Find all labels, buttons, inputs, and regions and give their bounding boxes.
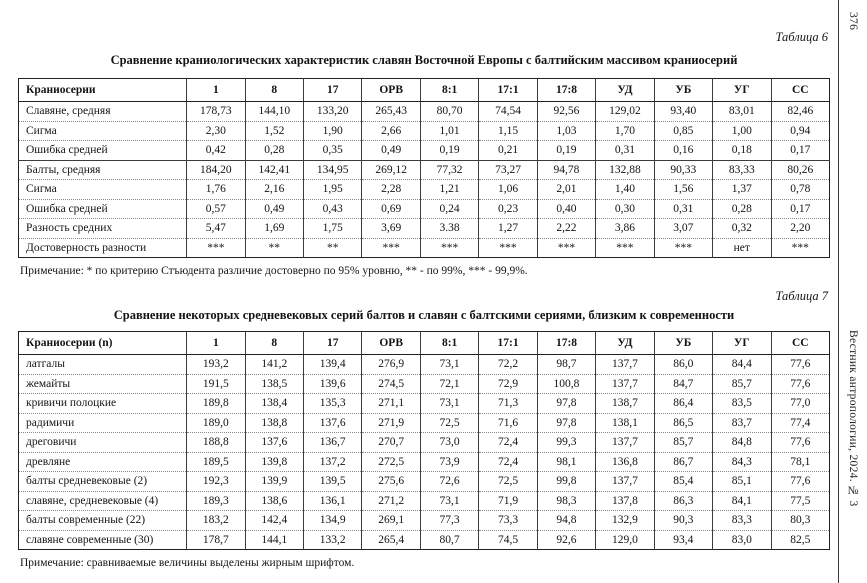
cell: 0,30 (596, 199, 654, 219)
comparison-table-7 (18, 331, 830, 550)
cell: 271,9 (362, 413, 420, 433)
table-row (19, 452, 830, 472)
cell: 80,26 (771, 160, 829, 180)
cell: 191,5 (187, 374, 245, 394)
cell: 85,7 (654, 433, 712, 453)
column-header: 1 (187, 79, 245, 102)
cell: 77,6 (771, 472, 829, 492)
cell: 0,24 (420, 199, 478, 219)
cell: 269,12 (362, 160, 420, 180)
cell: 90,3 (654, 511, 712, 531)
cell: 0,31 (596, 141, 654, 161)
cell: 85,7 (713, 374, 771, 394)
cell: 82,46 (771, 102, 829, 122)
row-label: Ошибка средней (19, 141, 187, 161)
cell: 142,41 (245, 160, 303, 180)
cell: 73,1 (420, 491, 478, 511)
row-label: Разность средних (19, 219, 187, 239)
journal-sidebar-text: Вестник антропологии, 2024. № 3 (847, 330, 859, 507)
cell: 0,49 (362, 141, 420, 161)
cell: 272,5 (362, 452, 420, 472)
cell: 2,66 (362, 121, 420, 141)
cell: 90,33 (654, 160, 712, 180)
column-header: 17:8 (537, 79, 595, 102)
row-label: древляне (19, 452, 187, 472)
cell: 83,33 (713, 160, 771, 180)
cell: 86,0 (654, 355, 712, 375)
cell: 77,32 (420, 160, 478, 180)
cell: 73,1 (420, 355, 478, 375)
cell: *** (596, 238, 654, 258)
cell: 98,7 (537, 355, 595, 375)
table-row (19, 238, 830, 258)
cell: 2,30 (187, 121, 245, 141)
cell: 189,3 (187, 491, 245, 511)
cell: 137,6 (245, 433, 303, 453)
cell: 129,02 (596, 102, 654, 122)
row-label: кривичи полоцкие (19, 394, 187, 414)
cell: 275,6 (362, 472, 420, 492)
page-content (18, 30, 830, 581)
cell: 72,4 (479, 452, 537, 472)
cell: 3.38 (420, 219, 478, 239)
row-label: дреговичи (19, 433, 187, 453)
cell: 77,6 (771, 374, 829, 394)
table-row (19, 160, 830, 180)
cell: 0,49 (245, 199, 303, 219)
cell: 271,2 (362, 491, 420, 511)
table-row (19, 219, 830, 239)
cell: 100,8 (537, 374, 595, 394)
cell: 0,28 (713, 199, 771, 219)
cell: 1,37 (713, 180, 771, 200)
cell: 0,57 (187, 199, 245, 219)
cell: 1,01 (420, 121, 478, 141)
row-label: латгалы (26, 358, 65, 371)
cell: 0,35 (304, 141, 362, 161)
table-row (19, 413, 830, 433)
cell: 3,07 (654, 219, 712, 239)
cell: 144,1 (245, 530, 303, 550)
cell: 78,1 (771, 452, 829, 472)
cell: *** (537, 238, 595, 258)
cell: 0,17 (771, 141, 829, 161)
cell: 137,8 (596, 491, 654, 511)
cell: 84,1 (713, 491, 771, 511)
cell: 2,22 (537, 219, 595, 239)
table-row (19, 102, 830, 122)
column-header: 17 (304, 79, 362, 102)
cell: 0,18 (713, 141, 771, 161)
table7-note: Примечание: сравниваемые величины выделены жирным шрифтом. (20, 557, 355, 569)
column-header: 17:1 (479, 332, 537, 355)
cell: 86,4 (654, 394, 712, 414)
cell: 134,9 (304, 511, 362, 531)
cell: 189,8 (187, 394, 245, 414)
cell: 1,03 (537, 121, 595, 141)
cell: 183,2 (187, 511, 245, 531)
cell: 72,6 (420, 472, 478, 492)
cell: 98,1 (537, 452, 595, 472)
cell: 134,95 (304, 160, 362, 180)
table-row (19, 433, 830, 453)
table-row (19, 491, 830, 511)
cell: 94,78 (537, 160, 595, 180)
cell: 0,40 (537, 199, 595, 219)
cell: 84,8 (713, 433, 771, 453)
cell: 73,3 (479, 511, 537, 531)
cell: 265,4 (362, 530, 420, 550)
row-label: Сигма (19, 180, 187, 200)
cell: 5,47 (187, 219, 245, 239)
cell: 139,4 (304, 355, 362, 375)
table6-caption: Таблица 6 (775, 30, 828, 44)
cell: 138,4 (245, 394, 303, 414)
cell: 0,19 (537, 141, 595, 161)
cell: 72,5 (420, 413, 478, 433)
column-header: ОРВ (362, 332, 420, 355)
cell: 1,21 (420, 180, 478, 200)
cell: нет (713, 238, 771, 258)
cell: 137,7 (596, 374, 654, 394)
cell: *** (362, 238, 420, 258)
column-header: УГ (713, 332, 771, 355)
cell: 74,54 (479, 102, 537, 122)
cell: 1,06 (479, 180, 537, 200)
cell: 3,86 (596, 219, 654, 239)
cell: 0,43 (304, 199, 362, 219)
column-header: УГ (713, 79, 771, 102)
cell: 138,6 (245, 491, 303, 511)
cell: ** (245, 238, 303, 258)
cell: 80,70 (420, 102, 478, 122)
cell: 94,8 (537, 511, 595, 531)
table-row (19, 199, 830, 219)
cell: 141,2 (245, 355, 303, 375)
cell: *** (771, 238, 829, 258)
cell: 1,95 (304, 180, 362, 200)
table7-title: Сравнение некоторых средневековых серий балтов и славян с балтскими сериями, близким к современности (113, 308, 735, 322)
row-label: балты средневековые (2) (19, 472, 187, 492)
cell: 2,20 (771, 219, 829, 239)
cell: 132,9 (596, 511, 654, 531)
cell: 138,8 (245, 413, 303, 433)
cell: 178,73 (187, 102, 245, 122)
cell: 132,88 (596, 160, 654, 180)
cell: 83,5 (713, 394, 771, 414)
column-header: 8 (245, 332, 303, 355)
cell: 0,94 (771, 121, 829, 141)
cell: 84,7 (654, 374, 712, 394)
cell: 0,78 (771, 180, 829, 200)
cell: 178,7 (187, 530, 245, 550)
cell: 80,3 (771, 511, 829, 531)
cell: 1,27 (479, 219, 537, 239)
column-header: 8:1 (420, 79, 478, 102)
cell: 71,3 (479, 394, 537, 414)
cell: 0,19 (420, 141, 478, 161)
cell: 139,6 (304, 374, 362, 394)
cell: 72,9 (479, 374, 537, 394)
row-label: радимичи (19, 413, 187, 433)
table-row (19, 180, 830, 200)
cell: 71,6 (479, 413, 537, 433)
cell: 139,9 (245, 472, 303, 492)
cell: 77,4 (771, 413, 829, 433)
cell: 84,3 (713, 452, 771, 472)
table-row (19, 355, 830, 375)
row-label-header: Краниосерии (19, 79, 187, 102)
cell: 0,32 (713, 219, 771, 239)
cell: 98,3 (537, 491, 595, 511)
table-row (19, 472, 830, 492)
column-header: УБ (654, 332, 712, 355)
cell: 1,56 (654, 180, 712, 200)
cell: 77,0 (771, 394, 829, 414)
cell: 85,4 (654, 472, 712, 492)
cell: 92,56 (537, 102, 595, 122)
cell: 73,9 (420, 452, 478, 472)
cell: 1,00 (713, 121, 771, 141)
cell: 77,6 (771, 433, 829, 453)
column-header: СС (771, 332, 829, 355)
cell: 129,0 (596, 530, 654, 550)
cell: 83,01 (713, 102, 771, 122)
cell: 136,7 (304, 433, 362, 453)
cell: 86,5 (654, 413, 712, 433)
cell: 137,7 (596, 433, 654, 453)
cell: 77,5 (771, 491, 829, 511)
cell: 189,5 (187, 452, 245, 472)
cell: 0,17 (771, 199, 829, 219)
column-header: СС (771, 79, 829, 102)
row-label: Сигма (19, 121, 187, 141)
table-row (19, 374, 830, 394)
cell: 83,0 (713, 530, 771, 550)
cell: 136,1 (304, 491, 362, 511)
cell: 276,9 (362, 355, 420, 375)
cell: 72,1 (420, 374, 478, 394)
page-number: 376 (847, 12, 859, 31)
cell: 189,0 (187, 413, 245, 433)
cell: 86,7 (654, 452, 712, 472)
cell: 2,01 (537, 180, 595, 200)
cell: 85,1 (713, 472, 771, 492)
column-header: УД (596, 332, 654, 355)
cell: 83,3 (713, 511, 771, 531)
table-row (19, 530, 830, 550)
cell: 271,1 (362, 394, 420, 414)
cell: *** (187, 238, 245, 258)
cell: 0,31 (654, 199, 712, 219)
cell: 137,2 (304, 452, 362, 472)
cell: 0,23 (479, 199, 537, 219)
column-header: 8:1 (420, 332, 478, 355)
cell: *** (479, 238, 537, 258)
page-edge-rule (838, 0, 839, 583)
cell: 0,69 (362, 199, 420, 219)
cell: ** (304, 238, 362, 258)
row-label: Славяне, средняя (26, 105, 111, 118)
cell: 133,2 (304, 530, 362, 550)
cell: 265,43 (362, 102, 420, 122)
table-row (19, 121, 830, 141)
table-row (19, 394, 830, 414)
cell: 138,1 (596, 413, 654, 433)
cell: 99,8 (537, 472, 595, 492)
row-label: славяне современные (30) (19, 530, 187, 550)
table-row (19, 511, 830, 531)
row-label-header: Краниосерии (n) (19, 332, 187, 355)
cell: 135,3 (304, 394, 362, 414)
cell: 72,5 (479, 472, 537, 492)
row-label: славяне, средневековые (4) (19, 491, 187, 511)
column-header: ОРВ (362, 79, 420, 102)
cell: 2,28 (362, 180, 420, 200)
column-header: УБ (654, 79, 712, 102)
cell: 97,8 (537, 394, 595, 414)
comparison-table-6 (18, 78, 830, 258)
cell: 1,76 (187, 180, 245, 200)
cell: 188,8 (187, 433, 245, 453)
cell: 1,15 (479, 121, 537, 141)
cell: 1,52 (245, 121, 303, 141)
cell: 93,4 (654, 530, 712, 550)
cell: 138,7 (596, 394, 654, 414)
cell: 137,7 (596, 355, 654, 375)
cell: 137,7 (596, 472, 654, 492)
cell: 72,2 (479, 355, 537, 375)
cell: 192,3 (187, 472, 245, 492)
cell: 77,6 (771, 355, 829, 375)
row-label: балты современные (22) (19, 511, 187, 531)
cell: 73,0 (420, 433, 478, 453)
table-row (19, 141, 830, 161)
column-header: 17:8 (537, 332, 595, 355)
cell: 0,42 (187, 141, 245, 161)
cell: 1,70 (596, 121, 654, 141)
cell: 144,10 (245, 102, 303, 122)
cell: 138,5 (245, 374, 303, 394)
cell: 269,1 (362, 511, 420, 531)
cell: 133,20 (304, 102, 362, 122)
cell: 93,40 (654, 102, 712, 122)
column-header: 17 (304, 332, 362, 355)
cell: 0,28 (245, 141, 303, 161)
cell: 3,69 (362, 219, 420, 239)
column-header: 8 (245, 79, 303, 102)
cell: 82,5 (771, 530, 829, 550)
cell: 73,1 (420, 394, 478, 414)
header-row (19, 332, 830, 355)
cell: 142,4 (245, 511, 303, 531)
cell: 80,7 (420, 530, 478, 550)
cell: 71,9 (479, 491, 537, 511)
cell: 0,16 (654, 141, 712, 161)
table6-title: Сравнение краниологических характеристик славян Восточной Европы с балтийским массивом краниосерий (110, 53, 738, 67)
cell: *** (654, 238, 712, 258)
cell: 136,8 (596, 452, 654, 472)
table7-caption: Таблица 7 (775, 289, 828, 303)
cell: 1,40 (596, 180, 654, 200)
cell: 0,85 (654, 121, 712, 141)
cell: 74,5 (479, 530, 537, 550)
header-row (19, 79, 830, 102)
cell: *** (420, 238, 478, 258)
column-header: 1 (187, 332, 245, 355)
cell: 84,4 (713, 355, 771, 375)
row-label: Ошибка средней (19, 199, 187, 219)
cell: 77,3 (420, 511, 478, 531)
cell: 1,75 (304, 219, 362, 239)
table6-note: Примечание: * по критерию Стъюдента различие достоверно по 95% уровню, ** - по 99%, *** - 99,9%. (20, 265, 528, 277)
cell: 137,6 (304, 413, 362, 433)
cell: 139,8 (245, 452, 303, 472)
cell: 72,4 (479, 433, 537, 453)
cell: 1,69 (245, 219, 303, 239)
row-label: Достоверность разности (19, 238, 187, 258)
row-label: жемайты (19, 374, 187, 394)
cell: 0,21 (479, 141, 537, 161)
cell: 1,90 (304, 121, 362, 141)
cell: 184,20 (187, 160, 245, 180)
cell: 2,16 (245, 180, 303, 200)
cell: 274,5 (362, 374, 420, 394)
column-header: 17:1 (479, 79, 537, 102)
cell: 99,3 (537, 433, 595, 453)
cell: 86,3 (654, 491, 712, 511)
cell: 139,5 (304, 472, 362, 492)
row-label: Балты, средняя (19, 160, 187, 180)
cell: 193,2 (187, 355, 245, 375)
cell: 83,7 (713, 413, 771, 433)
cell: 92,6 (537, 530, 595, 550)
cell: 73,27 (479, 160, 537, 180)
cell: 270,7 (362, 433, 420, 453)
cell: 97,8 (537, 413, 595, 433)
column-header: УД (596, 79, 654, 102)
